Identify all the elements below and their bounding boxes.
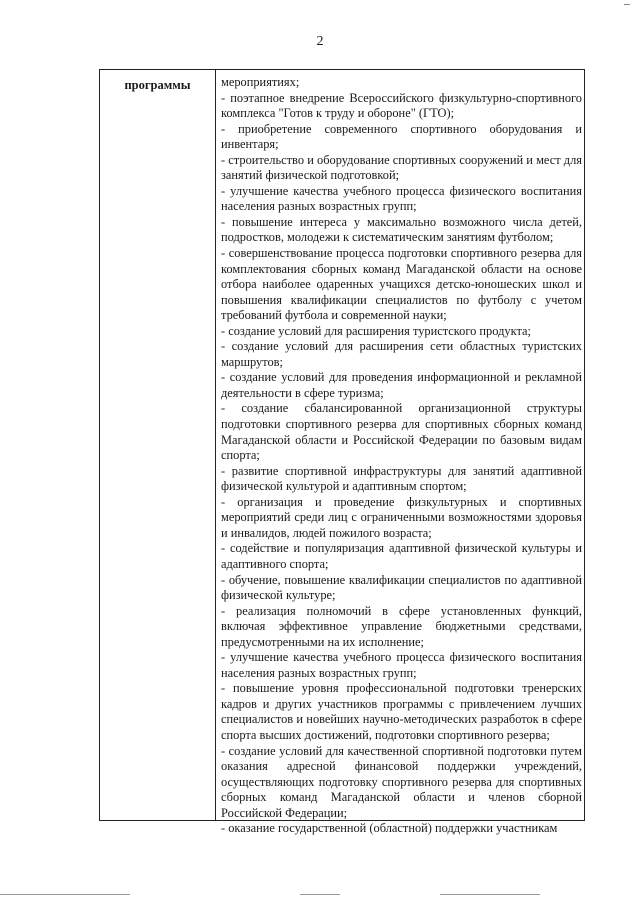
list-item: - реализация полномочий в сфере установленных функций, включая эффективное управление бюджетными средствами, предусмотренными на их исполнение; <box>221 603 582 649</box>
scan-edge-line <box>0 894 130 895</box>
list-item: - создание условий для расширения туристского продукта; <box>221 323 531 338</box>
list-item: - повышение интереса у максимально возможного числа детей, подростков, молодежи к систематическим занятиям футболом; <box>221 214 582 245</box>
list-item: - создание условий для расширения сети областных туристских маршрутов; <box>221 339 582 369</box>
list-item: - улучшение качества учебного процесса физического воспитания населения разных возрастных групп; <box>221 183 582 214</box>
list-item: - оказание государственной (областной) поддержки участникам <box>221 821 558 836</box>
row-label: программы <box>124 78 191 92</box>
list-item: - развитие спортивной инфраструктуры для занятий адаптивной физической культурой и адаптивным спортом; <box>221 463 582 494</box>
list-item: - организация и проведение физкультурных и спортивных мероприятий среди лиц с ограниченными возможностями здоровья и инвалидов, людей пожилого возраста; <box>221 494 582 540</box>
scan-edge-line <box>300 894 340 895</box>
list-item: - повышение уровня профессиональной подготовки тренерских кадров и других участников программы с привлечением лучших специалистов и новейших научно-методических разработок в сфере спорта высших достижений, подготовки спортивного резерва; <box>221 681 582 742</box>
program-table <box>99 69 585 836</box>
page-number: 2 <box>316 34 324 49</box>
list-item: - содействие и популяризация адаптивной физической культуры и адаптивного спорта; <box>221 541 582 571</box>
list-item: - улучшение качества учебного процесса физического воспитания населения разных возрастных групп; <box>221 650 582 680</box>
scan-edge-line <box>440 894 540 895</box>
list-item: - обучение, повышение квалификации специалистов по адаптивной физической культуре; <box>221 572 582 603</box>
list-item: - приобретение современного спортивного оборудования и инвентаря; <box>221 121 582 152</box>
list-item: - создание условий для качественной спортивной подготовки путем оказания адресной финансовой поддержки учреждений, осуществляющих подготовку спортивного резерва для спортивных сборных команд Магаданской области и членов сборной Российской Федерации; <box>221 743 582 820</box>
list-item: - создание условий для проведения информационной и рекламной деятельности в сфере туризма; <box>221 370 582 400</box>
scan-edge-lines <box>0 894 640 895</box>
list-item: - создание сбалансированной организационной структуры подготовки спортивного резерва для спортивных сборных команд Магаданской области и Российской Федерации по базовым видам спорта; <box>221 401 582 463</box>
row-content <box>221 75 582 837</box>
scan-mark <box>624 4 630 5</box>
list-item: мероприятиях; <box>221 75 300 89</box>
list-item: - совершенствование процесса подготовки спортивного резерва для комплектования сборных команд Магаданской области на основе отбора наиболее одаренных учащихся детско-юношеских школ и повышения квалификации специалистов по футболу с учетом требований футбола и современной науки; <box>221 246 582 323</box>
list-item: - поэтапное внедрение Всероссийского физкультурно-спортивного комплекса "Готов к труду и обороне" (ГТО); <box>221 90 582 121</box>
list-item: - строительство и оборудование спортивных сооружений и мест для занятий физической подготовкой; <box>221 152 582 183</box>
column-divider <box>215 70 216 820</box>
